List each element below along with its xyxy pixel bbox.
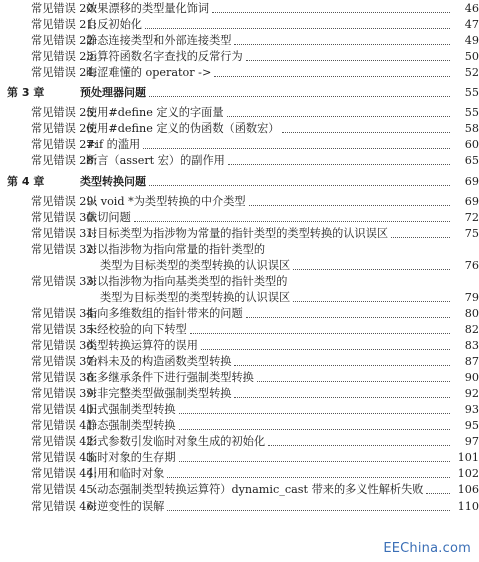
toc-entry-row: [0, 31, 479, 48]
dot-leader: [190, 333, 450, 334]
entry-title: 使用#define 定义的伪函数（函数宏）: [86, 122, 280, 136]
page-number: 87: [464, 355, 479, 369]
toc-entry-row: [0, 151, 479, 168]
dot-leader: [282, 132, 450, 133]
dot-leader: [214, 76, 450, 77]
page-number: 82: [464, 322, 479, 336]
dot-leader: [201, 349, 450, 350]
toc-entry-row: [0, 497, 479, 514]
dot-leader: [293, 301, 450, 302]
entry-label: 常见错误 21:: [31, 18, 98, 32]
chapter-title: 类型转换问题: [80, 174, 146, 188]
entry-label: 常见错误 30:: [31, 210, 98, 224]
entry-title: 旧式强制类型转换: [86, 403, 176, 417]
dot-leader: [134, 221, 450, 222]
page-number: 50: [464, 50, 479, 64]
entry-label: 常见错误 34:: [31, 306, 98, 320]
toc-entry-row: [0, 352, 479, 369]
chapter-number: 第 4 章: [7, 174, 45, 188]
toc-entry-row: [0, 119, 479, 136]
toc-entry-row: [0, 400, 479, 417]
toc-entry-row: [0, 0, 479, 16]
entry-label: 常见错误 40:: [31, 403, 98, 417]
entry-title: 断言（assert 宏）的副作用: [86, 154, 225, 168]
entry-title: 临时对象的生存期: [86, 451, 176, 465]
page-number: 101: [457, 451, 479, 465]
page-number: 55: [464, 106, 479, 120]
toc-entry-row: [0, 416, 479, 433]
page-number: 75: [464, 226, 479, 240]
toc-chapter-row: [0, 172, 479, 189]
entry-label: 常见错误 38:: [31, 371, 98, 385]
toc-entry-row: [0, 240, 479, 257]
toc-entry-row: [0, 272, 479, 289]
entry-title: #if 的滥用: [86, 138, 141, 152]
dot-leader: [234, 365, 450, 366]
page-number: 102: [457, 467, 479, 481]
entry-title: 以 void *为类型转换的中介类型: [86, 194, 246, 208]
page-number: 52: [464, 66, 479, 80]
toc-entry-continuation: [0, 256, 479, 273]
toc-entry-row: [0, 480, 479, 497]
page-number: 65: [464, 154, 479, 168]
chapter-number: 第 3 章: [7, 86, 45, 100]
entry-title: 对以指涉物为指向基类类型的指针类型的: [86, 274, 288, 288]
entry-label: 常见错误 32:: [31, 242, 98, 256]
toc-entry-row: [0, 63, 479, 80]
toc-entry-row: [0, 192, 479, 209]
toc-entry-row: [0, 47, 479, 64]
entry-label: 常见错误 23:: [31, 50, 98, 64]
entry-label: 常见错误 28:: [31, 154, 98, 168]
toc-entry-row: [0, 448, 479, 465]
dot-leader: [293, 269, 450, 270]
page-number: 110: [457, 499, 479, 513]
dot-leader: [149, 96, 450, 97]
entry-title: 类型为目标类型的类型转换的认识误区: [100, 290, 291, 304]
entry-label: 常见错误 31:: [31, 226, 98, 240]
page-number: 72: [464, 210, 479, 224]
dot-leader: [149, 185, 450, 186]
page-number: 69: [464, 194, 479, 208]
entry-label: 常见错误 26:: [31, 122, 98, 136]
toc-entry-row: [0, 336, 479, 353]
entry-title: 静态连接类型和外部连接类型: [86, 34, 232, 48]
toc-entry-row: [0, 320, 479, 337]
page-number: 93: [464, 403, 479, 417]
page-number: 47: [464, 18, 479, 32]
page-number: 46: [464, 2, 479, 15]
toc-entry-row: [0, 368, 479, 385]
chapter-title: 预处理器问题: [80, 86, 146, 100]
dot-leader: [212, 12, 450, 13]
toc-entry-row: [0, 464, 479, 481]
page-number: 58: [464, 122, 479, 136]
dot-leader: [246, 60, 450, 61]
page-number: 97: [464, 435, 479, 449]
toc-entry-row: [0, 15, 479, 32]
dot-leader: [227, 116, 450, 117]
dot-leader: [391, 237, 450, 238]
toc-entry-row: [0, 304, 479, 321]
entry-title: 晦涩难懂的 operator ->: [86, 66, 212, 80]
page-number: 60: [464, 138, 479, 152]
entry-title: 类型转换运算符的误用: [86, 339, 198, 352]
page-number: 69: [464, 174, 479, 188]
entry-title: 类型为目标类型的类型转换的认识误区: [100, 258, 291, 272]
entry-label: 常见错误 33:: [31, 274, 98, 288]
entry-title: 运算符函数名字查找的反常行为: [86, 50, 243, 64]
entry-label: 常见错误 42:: [31, 435, 98, 449]
toc-entry-continuation: [0, 288, 479, 305]
entry-title: 始料未及的构造函数类型转换: [86, 355, 232, 369]
dot-leader: [234, 44, 450, 45]
toc-entry-row: [0, 103, 479, 120]
toc-entry-row: [0, 384, 479, 401]
entry-label: 常见错误 22:: [31, 34, 98, 48]
dot-leader: [143, 148, 450, 149]
dot-leader: [145, 28, 450, 29]
entry-title: 对目标类型为指涉物为常量的指针类型的类型转换的认识误区: [86, 226, 389, 240]
entry-label: 常见错误 44:: [31, 467, 98, 481]
entry-title: 未经校验的向下转型: [86, 322, 187, 336]
entry-label: 常见错误 20:: [31, 2, 98, 15]
dot-leader: [167, 510, 450, 511]
entry-label: 常见错误 39:: [31, 387, 98, 401]
toc-entry-row: [0, 208, 479, 225]
entry-title: 对逆变性的误解: [86, 499, 165, 513]
dot-leader: [426, 493, 450, 494]
entry-title: 使用#define 定义的字面量: [86, 106, 224, 120]
entry-label: 常见错误 35:: [31, 322, 98, 336]
entry-title: 静态强制类型转换: [86, 419, 176, 433]
dot-leader: [268, 445, 450, 446]
entry-title: 形式参数引发临时对象生成的初始化: [86, 435, 266, 449]
entry-label: 常见错误 29:: [31, 194, 98, 208]
dot-leader: [234, 397, 450, 398]
toc-entry-row: [0, 135, 479, 152]
entry-title: 对以指涉物为指向常量的指针类型的: [86, 242, 266, 256]
entry-label: 常见错误 45:: [31, 483, 98, 497]
entry-label: 常见错误 41:: [31, 419, 98, 433]
dot-leader: [249, 205, 450, 206]
page-number: 106: [457, 483, 479, 497]
page-number: 55: [464, 86, 479, 100]
page-number: 80: [464, 306, 479, 320]
toc-entry-row: [0, 224, 479, 241]
entry-label: 常见错误 46:: [31, 499, 98, 513]
toc-entry-row: [0, 432, 479, 449]
page-number: 90: [464, 371, 479, 385]
entry-title: 自反初始化: [86, 18, 142, 32]
dot-leader: [257, 381, 450, 382]
page-number: 83: [464, 339, 479, 352]
entry-label: 常见错误 25:: [31, 106, 98, 120]
entry-title: 截切问题: [86, 210, 131, 224]
page-number: 76: [464, 258, 479, 272]
entry-title: 指向多维数组的指针带来的问题: [86, 306, 243, 320]
page-number: 95: [464, 419, 479, 433]
toc-chapter-row: [0, 83, 479, 100]
entry-label: 常见错误 37:: [31, 355, 98, 369]
dot-leader: [179, 429, 450, 430]
entry-label: 常见错误 24:: [31, 66, 98, 80]
entry-title: 引用和临时对象: [86, 467, 165, 481]
entry-title: 在多继承条件下进行强制类型转换: [86, 371, 254, 385]
entry-label: 常见错误 36:: [31, 339, 98, 352]
dot-leader: [228, 164, 450, 165]
dot-leader: [167, 477, 450, 478]
page-number: 92: [464, 387, 479, 401]
page-number: 79: [464, 290, 479, 304]
dot-leader: [246, 317, 450, 318]
entry-label: 常见错误 27:: [31, 138, 98, 152]
entry-label: 常见错误 43:: [31, 451, 98, 465]
page-number: 49: [464, 34, 479, 48]
watermark: EEChina.com: [383, 541, 471, 556]
entry-title: （动态强制类型转换运算符）dynamic_cast 带来的多义性解析失败: [86, 483, 424, 497]
entry-title: 效果漂移的类型量化饰词: [86, 2, 210, 15]
entry-title: 对非完整类型做强制类型转换: [86, 387, 232, 401]
dot-leader: [179, 413, 450, 414]
dot-leader: [179, 461, 450, 462]
